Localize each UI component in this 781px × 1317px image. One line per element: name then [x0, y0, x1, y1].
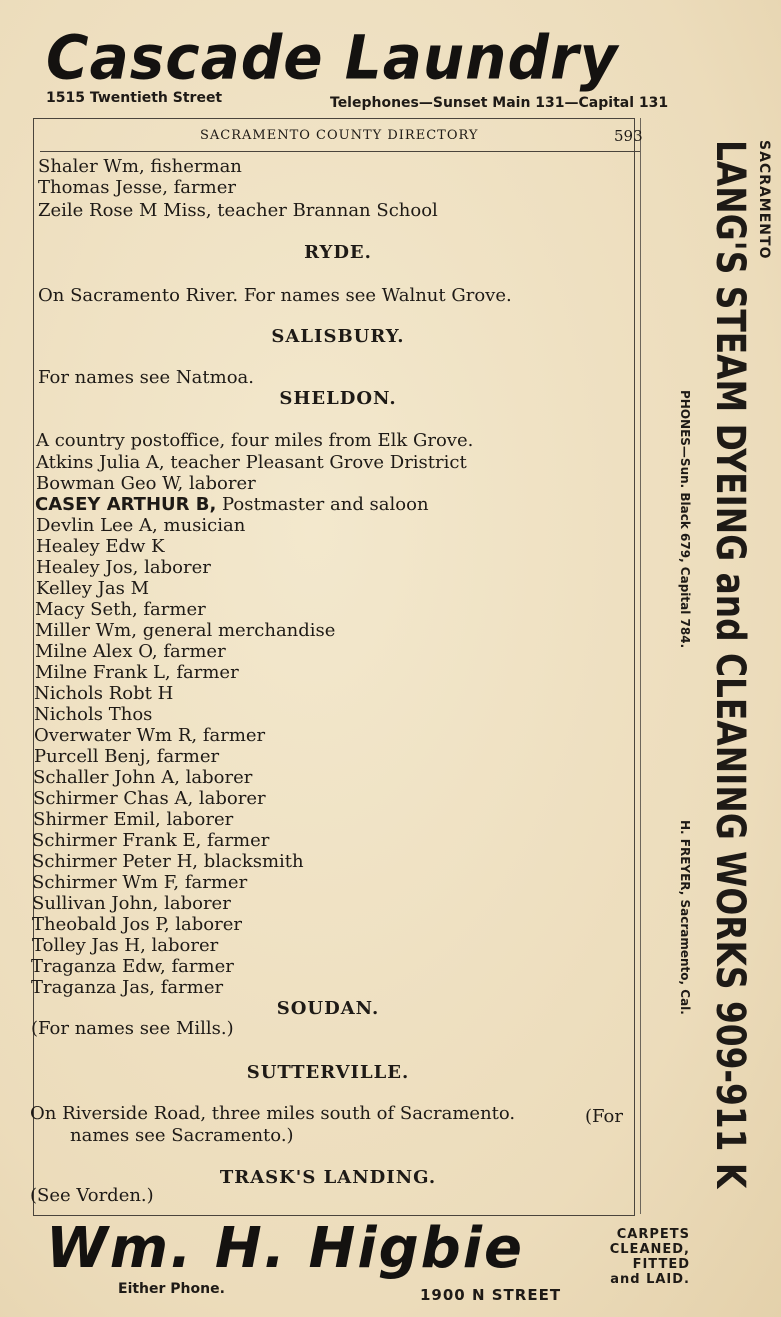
- section-heading-trasks-landing: TRASK'S LANDING.: [219, 1167, 437, 1188]
- list-item: Kelley Jas M: [36, 578, 150, 599]
- bold-name: CASEY ARTHUR B,: [35, 494, 217, 515]
- carpets-line: CLEANED,: [609, 1241, 690, 1257]
- side-ad-city: SACRAMENTO: [756, 140, 772, 260]
- list-item: Atkins Julia A, teacher Pleasant Grove Dristrict: [36, 452, 467, 473]
- list-item: Devlin Lee A, musician: [36, 515, 246, 536]
- list-item: Schirmer Peter H, blacksmith: [32, 851, 304, 872]
- list-item: Healey Jos, laborer: [36, 557, 211, 578]
- side-ad-phones: PHONES—Sun. Black 679, Capital 784.: [678, 390, 692, 649]
- section-note-soudan: (For names see Mills.): [31, 1018, 234, 1039]
- list-item: Shaler Wm, fisherman: [38, 156, 242, 177]
- section-heading-ryde: RYDE.: [304, 242, 372, 263]
- running-head-title: SACRAMENTO COUNTY DIRECTORY: [200, 128, 479, 143]
- top-ad-telephones: Telephones—Sunset Main 131—Capital 131: [330, 95, 669, 111]
- list-item: Schirmer Frank E, farmer: [32, 830, 270, 851]
- list-item: Zeile Rose M Miss, teacher Brannan School: [38, 200, 438, 221]
- top-ad-title: Cascade Laundry: [46, 22, 619, 94]
- list-item: Purcell Benj, farmer: [34, 746, 220, 767]
- carpets-line: and LAID.: [610, 1271, 690, 1287]
- section-heading-sutterville: SUTTERVILLE.: [246, 1062, 410, 1083]
- list-item: Milne Alex O, farmer: [35, 641, 226, 662]
- list-item: Shirmer Emil, laborer: [33, 809, 234, 830]
- section-note-sutterville: On Riverside Road, three miles south of Sacramento.: [30, 1103, 516, 1124]
- list-item: Traganza Jas, farmer: [31, 977, 224, 998]
- carpets-line: FITTED: [632, 1256, 690, 1272]
- list-item: Schirmer Wm F, farmer: [32, 872, 248, 893]
- section-note-trasks-landing: (See Vorden.): [30, 1185, 154, 1206]
- list-item: Schaller John A, laborer: [33, 767, 253, 788]
- page-number: 593: [614, 127, 643, 145]
- section-note-sutterville-cont: names see Sacramento.): [70, 1125, 294, 1146]
- list-item: Macy Seth, farmer: [35, 599, 206, 620]
- section-note-salisbury: For names see Natmoa.: [38, 367, 255, 388]
- list-item: Theobald Jos P, laborer: [32, 914, 242, 935]
- bottom-ad-phone: Either Phone.: [118, 1281, 225, 1297]
- list-item: Healey Edw K: [36, 536, 165, 557]
- bottom-ad-carpets: [570, 1228, 690, 1288]
- list-item: Overwater Wm R, farmer: [34, 725, 266, 746]
- side-ad-main: LANG'S STEAM DYEING and CLEANING WORKS 909-911 K: [707, 140, 753, 1189]
- list-item: Thomas Jesse, farmer: [38, 177, 236, 198]
- top-ad-address: 1515 Twentieth Street: [46, 90, 223, 106]
- bottom-ad-street: 1900 N STREET: [420, 1286, 562, 1304]
- list-item: Nichols Robt H: [34, 683, 174, 704]
- list-item: Bowman Geo W, laborer: [36, 473, 256, 494]
- list-item: Traganza Edw, farmer: [31, 956, 234, 977]
- list-item: Miller Wm, general merchandise: [35, 620, 336, 641]
- list-item: Nichols Thos: [34, 704, 153, 725]
- side-ad-proprietor: H. FREYER, Sacramento, Cal.: [678, 820, 692, 1015]
- list-item: Tolley Jas H, laborer: [32, 935, 219, 956]
- section-note-sheldon: A country postoffice, four miles from Elk Grove.: [36, 430, 474, 451]
- section-heading-salisbury: SALISBURY.: [271, 326, 405, 347]
- list-item: CASEY ARTHUR B, Postmaster and saloon: [35, 494, 429, 515]
- head-rule: [40, 151, 640, 152]
- list-item: Schirmer Chas A, laborer: [33, 788, 266, 809]
- list-item: Sullivan John, laborer: [32, 893, 231, 914]
- section-note-ryde: On Sacramento River. For names see Walnut Grove.: [38, 285, 512, 306]
- carpets-line: CARPETS: [616, 1227, 690, 1242]
- bottom-ad-name: Wm. H. Higbie: [46, 1216, 524, 1281]
- list-item: Milne Frank L, farmer: [35, 662, 239, 683]
- section-heading-soudan: SOUDAN.: [276, 998, 380, 1019]
- section-note-sutterville-tail: (For: [585, 1106, 623, 1127]
- side-ad: [640, 140, 780, 1200]
- section-heading-sheldon: SHELDON.: [279, 388, 397, 409]
